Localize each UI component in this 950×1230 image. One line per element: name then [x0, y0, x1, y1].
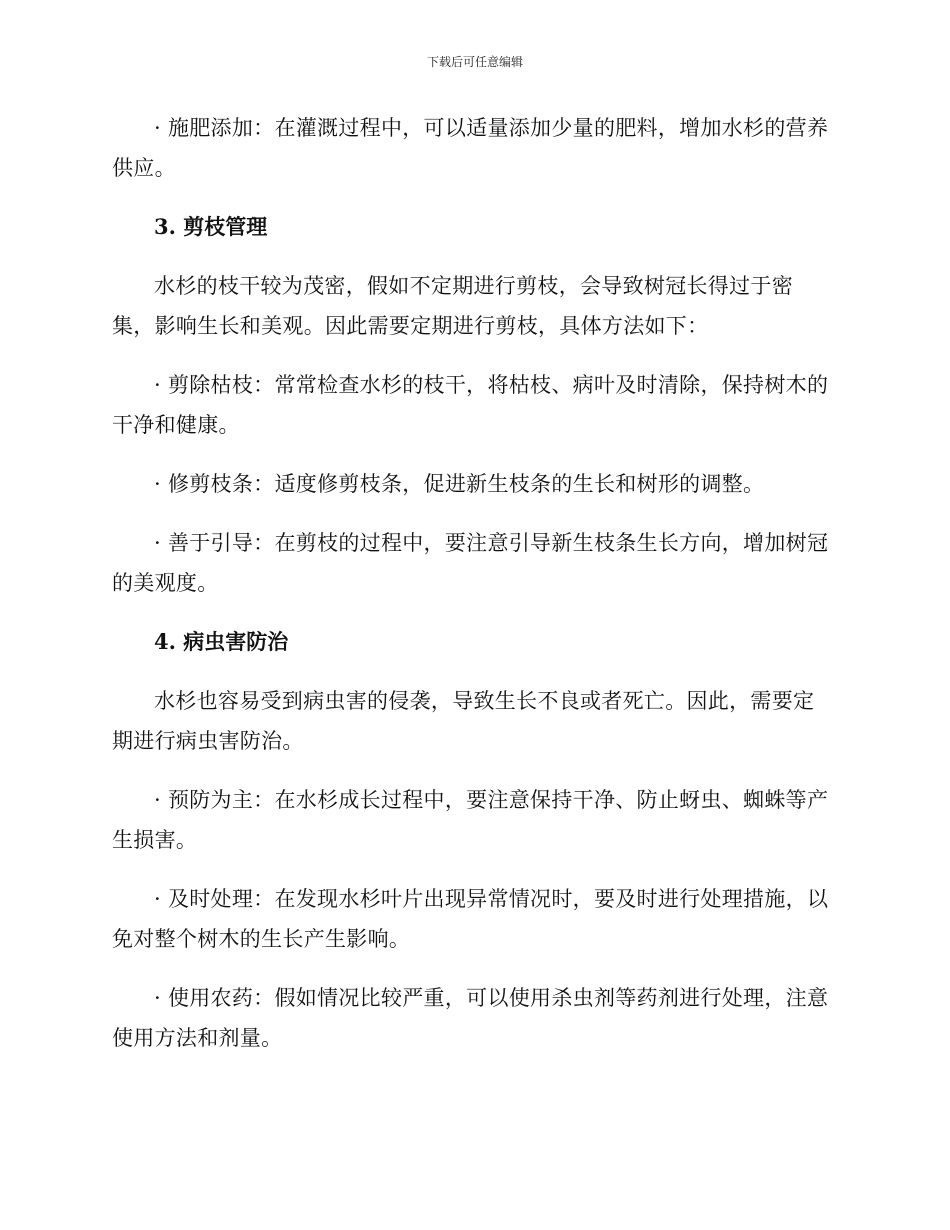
bullet-prevention: · 预防为主：在水杉成长过程中，要注意保持干净、防止蚜虫、蜘蛛等产生损害。	[112, 788, 829, 852]
bullet-remove-dead-branches: · 剪除枯枝：常常检查水杉的枝干，将枯枝、病叶及时清除，保持树木的干净和健康。	[112, 373, 829, 437]
bullet-timely-treatment: · 及时处理：在发现水杉叶片出现异常情况时，要及时进行处理措施，以免对整个树木的生长产生影响。	[112, 887, 829, 951]
bullet-fertilizer: · 施肥添加：在灌溉过程中，可以适量添加少量的肥料，增加水杉的营养供应。	[112, 116, 829, 180]
page-header: 下载后可任意编辑	[426, 55, 523, 69]
section-heading-pruning: 3. 剪枝管理	[154, 214, 268, 239]
section-heading-pest-control: 4. 病虫害防治	[154, 629, 289, 654]
pruning-intro: 水杉的枝干较为茂密，假如不定期进行剪枝，会导致树冠长得过于密集，影响生长和美观。因此需要定期进行剪枝，具体方法如下：	[112, 274, 793, 338]
bullet-use-pesticide: · 使用农药：假如情况比较严重，可以使用杀虫剂等药剂进行处理，注意使用方法和剂量。	[112, 986, 829, 1050]
document-body	[112, 108, 832, 1077]
pest-control-intro: 水杉也容易受到病虫害的侵袭，导致生长不良或者死亡。因此，需要定期进行病虫害防治。	[112, 689, 815, 753]
bullet-guide-growth: · 善于引导：在剪枝的过程中，要注意引导新生枝条生长方向，增加树冠的美观度。	[112, 531, 829, 595]
bullet-trim-branches: · 修剪枝条：适度修剪枝条，促进新生枝条的生长和树形的调整。	[154, 472, 765, 496]
